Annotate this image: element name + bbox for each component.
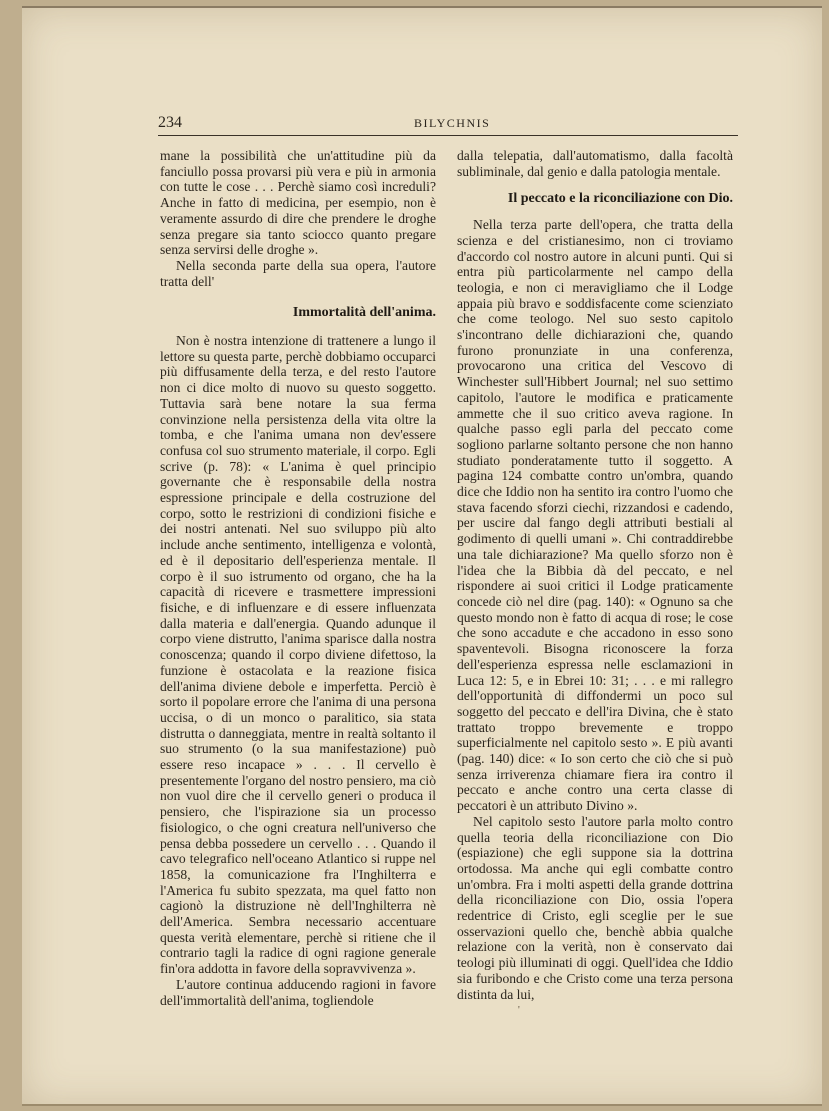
right-paragraph-3: Nel capitolo sesto l'autore parla molto contro quella teoria della riconciliazione con Dio (espiazione) che egli suppone sia la dottrina ortodossa. Ma anche qui egli combatte contro un'ombra. Fra i molti aspetti della grande dottrina della riconciliazione con Dio, ossia l'opera redentrice di Cristo, egli sceglie per le sue osservazioni quello che, benchè abbia qualche relazione con la verità, non è conservato dai teologi più illuminati di oggi. Quell'idea che Iddio sia furibondo e che Cristo come una terza persona distinta da lui, [457,813,733,1002]
page-bottom-edge [22,1104,822,1106]
left-column [160,148,436,1008]
right-column [457,148,733,1002]
right-paragraph-1: dalla telepatia, dall'automatismo, dalla facoltà subliminale, dal genio e dalla patologia mentale. [457,148,733,179]
left-paragraph-1: mane la possibilità che un'attitudine più da fanciullo possa provarsi più vera e più in armonia con tutte le cose . . . Perchè siamo così increduli? Anche in fatto di medicina, per esempio, non è veramente assurdo di dire che prendere le droghe senza pregare sia tanto sciocco quanto pregare senza servirsi delle droghe ». [160,148,436,258]
stray-mark: ' [518,1005,520,1016]
right-paragraph-2: Nella terza parte dell'opera, che tratta della scienza e del cristianesimo, non ci troviamo d'accordo col nostro autore in alcuni punti. Qui si entra più particolarmente nel campo della teologia, e non ci meravigliamo che il Lodge appaia più bravo e soddisfacente come scienziato che come teologo. Nel suo sesto capitolo s'incontrano delle dichiarazioni che, quando furono pronunziate in una conferenza, provocarono una critica del Vescovo di Winchester sull'Hibbert Journal; nel suo settimo capitolo, l'autore le modifica e praticamente ammette che il suo critico aveva ragione. In qualche passo egli parla del peccato come sogliono parlarne soltanto persone che non hanno studiato ponderatamente tutto il soggetto. A pagina 124 combatte contro un'ombra, quando dice che Iddio non ha sentito ira contro l'uomo che stava facendo sforzi ciechi, rizzandosi e cadendo, per uscire dal fango degli attributi bestiali al godimento di quelli umani ». Chi contraddirebbe una tale dichiarazione? Ma quello sforzo non è l'idea che la Bibbia dà del peccato, e nel rispondere ai suoi critici il Lodge praticamente concede ciò nel dire (pag. 140): « Ognuno sa che questo mondo non è fatto di acqua di rose; le cose che sono accadute e che accadono in esso sono spaventevoli. Bisogna riconoscere la forza dell'esperienza espressa nelle esclamazioni in Luca 12: 5, e in Ebrei 10: 31; . . . e mi rallegro dell'opportunità di diffondermi un poco sul soggetto del peccato e dell'ira Divina, che è stato trattato troppo brevemente e troppo superficialmente nel capitolo sesto ». E più avanti (pag. 140) dice: « Io son certo che ciò che si può senza irriverenza chiamare fiera ira contro il peccato e anche contro una certa classe di peccatori è un attributo Divino ». [457,217,733,814]
left-paragraph-2: Nella seconda parte della sua opera, l'autore tratta dell' [160,257,436,289]
page-number: 234 [158,114,182,131]
header-rule [158,135,738,136]
section-heading-immortalita: Immortalità dell'anima. [292,305,436,321]
left-paragraph-4: L'autore continua adducendo ragioni in favore dell'immortalità dell'anima, togliendole [160,976,436,1008]
running-title: BILYCHNIS [414,116,491,130]
section-heading-peccato: Il peccato e la riconciliazione con Dio. [507,191,733,207]
left-paragraph-3: Non è nostra intenzione di trattenere a lungo il lettore su questa parte, perchè dobbiamo occuparci più diffusamente della terza, e del resto l'autore non ci dice molto di nuovo su questo soggetto. Tuttavia sarà bene notare la sua ferma convinzione nella persistenza della vita oltre la tomba, e che l'anima umana non dev'essere confusa col suo strumento materiale, il corpo. Egli scrive (p. 78): « L'anima è quel principio governante che è responsabile della nostra espressione principale e della costruzione del corpo, sotto le restrizioni di condizioni fisiche e dei nostri antenati. Nel suo sviluppo più alto include anche sentimento, intelligenza e volontà, ed è il depositario dell'esperienza mentale. Il corpo è il suo istrumento od organo, che ha la capacità di ricevere e trasmettere impressioni fisiche, e di influenzare e di essere influenzata dalla materia e dall'energia. Quando adunque il corpo viene distrutto, l'anima sparisce dalla nostra conoscenza; quando il corpo diviene difettoso, la funzione è ostacolata e la reazione fisica dell'anima diviene debole e imperfetta. Perciò è sorto il popolare errore che l'anima di una persona uccisa, o di un monco o paralitico, sia stata distrutta o danneggiata, mentre in realtà soltanto il suo strumento (o la sua manifestazione) può essere reso incapace » . . . Il cervello è presentemente l'organo del nostro pensiero, ma ciò non vuol dire che il cervello generi o produca il pensiero, che l'ispirazione sia un processo fisiologico, o che ogni creatura nell'universo che pensa debba possedere un cervello . . . Quando il cavo telegrafico nell'oceano Atlantico si ruppe nel 1858, la comunicazione fra l'Inghilterra e l'America fu subito spezzata, ma quel fatto non cagionò la distruzione nè dell'Inghilterra nè dell'America. Sembra necessario accentuare questa verità elementare, perchè si ritiene che il contrario tagli la radice di ogni ragione generale fin'ora addotta in favore della sopravvivenza ». [160,333,436,977]
